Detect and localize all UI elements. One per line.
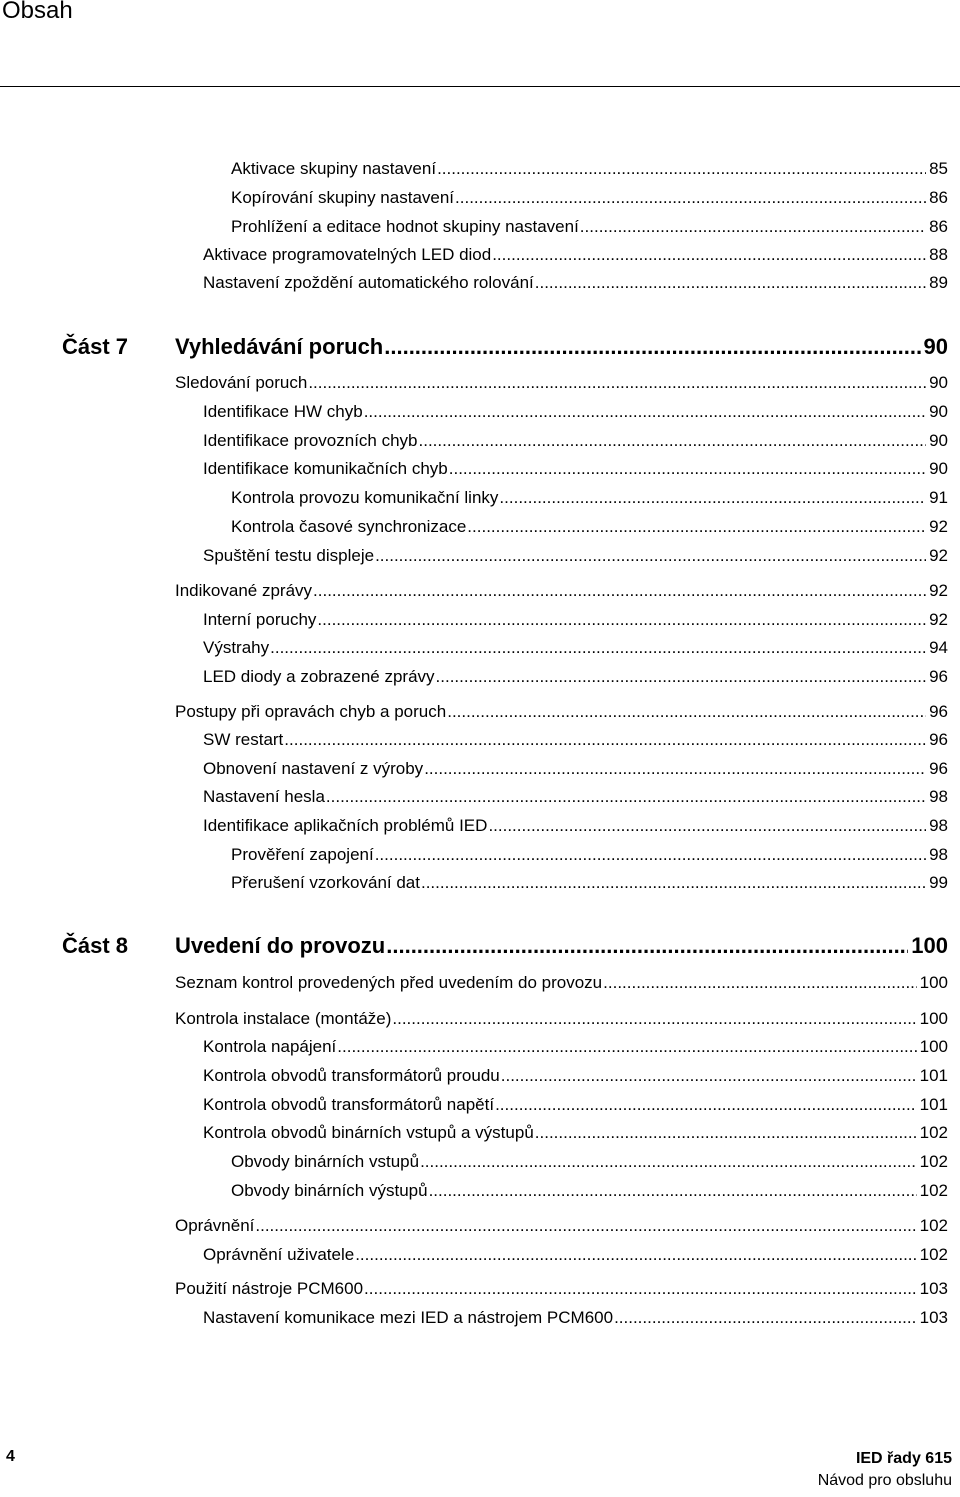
toc-entry-label: LED diody a zobrazené zprávy — [203, 667, 435, 686]
toc-leader-dots — [364, 401, 926, 423]
toc-entry-label: Použití nástroje PCM600 — [175, 1279, 364, 1298]
toc-leader-dots — [447, 701, 926, 723]
footer-page-number: 4 — [6, 1448, 15, 1465]
toc-entry-label: Oprávnění uživatele — [203, 1245, 355, 1264]
toc-leader-dots — [326, 786, 926, 808]
toc-entry-label: Přerušení vzorkování dat — [231, 873, 420, 892]
toc-leader-dots — [614, 1307, 917, 1329]
toc-entry-page: 96 — [929, 759, 948, 778]
toc-entry-page: 100 — [911, 933, 948, 958]
toc-entry-page: 90 — [929, 431, 948, 450]
toc-entry-label: SW restart — [203, 730, 284, 749]
toc-leader-dots — [355, 1244, 916, 1266]
toc-entry-label: Identifikace HW chyb — [203, 402, 363, 421]
toc-entry-page: 96 — [929, 667, 948, 686]
toc-entry-label: Nastavení zpoždění automatického rolování — [203, 273, 534, 292]
toc-leader-dots — [603, 972, 916, 994]
toc-entry-label: Obvody binárních vstupů — [231, 1152, 420, 1171]
toc-entry-label: Aktivace skupiny nastavení — [231, 159, 437, 178]
toc-entry-label: Prohlížení a editace hodnot skupiny nastavení — [231, 217, 579, 236]
page-title: Obsah — [2, 0, 73, 24]
toc-entry[interactable] — [203, 1094, 948, 1116]
toc-leader-dots — [535, 1122, 917, 1144]
toc-entry-label: Obnovení nastavení z výroby — [203, 759, 424, 778]
toc-entry[interactable] — [203, 1122, 948, 1144]
toc-entry-page: 102 — [919, 1216, 948, 1235]
toc-entry-page: 98 — [929, 787, 948, 806]
toc-leader-dots — [375, 545, 926, 567]
toc-entry-label: Aktivace programovatelných LED diod — [203, 245, 492, 264]
toc-leader-dots — [337, 1036, 916, 1058]
toc-entry-label: Nastavení komunikace mezi IED a nástrojem PCM600 — [203, 1308, 614, 1327]
toc-part-number: Část 8 — [62, 933, 129, 958]
toc-entry[interactable] — [203, 1036, 948, 1058]
footer-info — [818, 1448, 952, 1492]
toc-entry-label: Identifikace provozních chyb — [203, 431, 418, 450]
toc-entry-page: 90 — [923, 334, 948, 359]
footer-product: IED řady 615 — [855, 1450, 952, 1467]
toc-entry-page: 102 — [919, 1245, 948, 1264]
toc-entry-page: 88 — [929, 245, 948, 264]
toc-entry[interactable] — [203, 401, 948, 423]
toc-entry-label: Oprávnění — [175, 1216, 255, 1235]
toc-entry-label: Prověření zapojení — [231, 845, 374, 864]
footer-doc-type: Návod pro obsluhu — [817, 1472, 952, 1489]
toc-leader-dots — [255, 1215, 916, 1237]
toc-leader-dots — [364, 1278, 917, 1300]
toc-leader-dots — [436, 666, 927, 688]
toc-entry[interactable] — [175, 1278, 948, 1300]
toc-entry-label: Kontrola obvodů transformátorů proudu — [203, 1066, 500, 1085]
toc-entry[interactable] — [203, 1244, 948, 1266]
toc-entry-page: 98 — [929, 845, 948, 864]
toc-entry[interactable] — [231, 1180, 948, 1202]
toc-entry-page: 92 — [929, 517, 948, 536]
toc-entry-page: 89 — [929, 273, 948, 292]
toc-entry-page: 92 — [929, 610, 948, 629]
toc-entry-page: 90 — [929, 373, 948, 392]
toc-entry-page: 92 — [929, 581, 948, 600]
toc-entry-page: 100 — [919, 973, 948, 992]
toc-entry[interactable] — [203, 244, 948, 266]
toc-leader-dots — [313, 580, 926, 602]
toc-leader-dots — [429, 1180, 917, 1202]
toc-entry[interactable] — [203, 1307, 948, 1329]
toc-entry[interactable] — [231, 872, 948, 894]
toc-leader-dots — [284, 729, 926, 751]
toc-entry[interactable] — [231, 158, 948, 180]
toc-entry-page: 91 — [929, 488, 948, 507]
toc-leader-dots — [437, 158, 926, 180]
toc-leader-dots — [270, 637, 926, 659]
toc-entry-label: Interní poruchy — [203, 610, 317, 629]
toc-entry-label: Kontrola časové synchronizace — [231, 517, 467, 536]
toc-entry[interactable] — [175, 701, 948, 723]
toc-entry-page: 90 — [929, 402, 948, 421]
toc-entry[interactable] — [203, 666, 948, 688]
toc-entry-label: Kontrola napájení — [203, 1037, 337, 1056]
toc-entry[interactable] — [175, 372, 948, 394]
toc-entry-label: Sledování poruch — [175, 373, 308, 392]
toc-entry-label: Výstrahy — [203, 638, 270, 657]
toc-leader-dots — [317, 609, 926, 631]
toc-entry[interactable] — [175, 972, 948, 994]
toc-leader-dots — [492, 244, 926, 266]
toc-entry-page: 100 — [919, 1037, 948, 1056]
toc-leader-dots — [386, 932, 908, 960]
toc-leader-dots — [424, 758, 926, 780]
toc-entry[interactable] — [231, 487, 948, 509]
toc-entry-page: 102 — [919, 1123, 948, 1142]
toc-entry-page: 102 — [919, 1181, 948, 1200]
toc-entry[interactable] — [203, 815, 948, 837]
toc-entry[interactable] — [231, 1151, 948, 1173]
toc-entry[interactable] — [175, 580, 948, 602]
toc-entry-page: 103 — [919, 1308, 948, 1327]
toc-entry-page: 99 — [929, 873, 948, 892]
toc-leader-dots — [501, 1065, 917, 1087]
toc-entry-label: Kontrola provozu komunikační linky — [231, 488, 499, 507]
toc-entry-label: Vyhledávání poruch — [175, 334, 384, 359]
toc-leader-dots — [375, 844, 926, 866]
toc-entry[interactable] — [231, 516, 948, 538]
toc-entry-label: Identifikace aplikačních problémů IED — [203, 816, 488, 835]
toc-entry[interactable] — [175, 1215, 948, 1237]
toc-entry-page: 85 — [929, 159, 948, 178]
toc-entry[interactable] — [231, 187, 948, 209]
toc-entry-label: Spuštění testu displeje — [203, 546, 375, 565]
toc-entry-label: Indikované zprávy — [175, 581, 313, 600]
toc-entry-label: Postupy při opravách chyb a poruch — [175, 702, 447, 721]
toc-entry-page: 90 — [929, 459, 948, 478]
toc-part-title[interactable] — [175, 333, 948, 361]
toc-entry-page: 100 — [919, 1009, 948, 1028]
toc-entry-label: Uvedení do provozu — [175, 933, 386, 958]
toc-entry-page: 86 — [929, 188, 948, 207]
toc-part-title[interactable] — [175, 932, 948, 960]
toc-entry-label: Kontrola obvodů binárních vstupů a výstupů — [203, 1123, 534, 1142]
toc-entry[interactable] — [231, 844, 948, 866]
toc-entry-label: Obvody binárních výstupů — [231, 1181, 428, 1200]
toc-entry[interactable] — [203, 430, 948, 452]
toc-entry-label: Kontrola obvodů transformátorů napětí — [203, 1095, 495, 1114]
toc-entry-page: 96 — [929, 702, 948, 721]
toc-leader-dots — [392, 1008, 916, 1030]
toc-entry-label: Seznam kontrol provedených před uvedením do provozu — [175, 973, 603, 992]
toc-entry[interactable] — [203, 637, 948, 659]
toc-entry-page: 102 — [919, 1152, 948, 1171]
toc-entry[interactable] — [203, 1065, 948, 1087]
toc-entry[interactable] — [203, 545, 948, 567]
toc-entry-page: 101 — [919, 1095, 948, 1114]
toc-entry[interactable] — [203, 758, 948, 780]
toc-leader-dots — [384, 333, 920, 361]
toc-entry-label: Kopírování skupiny nastavení — [231, 188, 455, 207]
toc-entry[interactable] — [203, 609, 948, 631]
toc-leader-dots — [449, 458, 926, 480]
toc-entry[interactable] — [175, 1008, 948, 1030]
toc-entry-label: Kontrola instalace (montáže) — [175, 1009, 392, 1028]
toc-entry-page: 96 — [929, 730, 948, 749]
toc-entry[interactable] — [203, 272, 948, 294]
toc-leader-dots — [455, 187, 926, 209]
toc-entry-page: 86 — [929, 217, 948, 236]
toc-leader-dots — [535, 272, 926, 294]
toc-leader-dots — [488, 815, 926, 837]
toc-part-number: Část 7 — [62, 334, 129, 359]
toc-entry[interactable] — [203, 458, 948, 480]
toc-entry[interactable] — [203, 729, 948, 751]
toc-entry-page: 101 — [919, 1066, 948, 1085]
toc-leader-dots — [420, 1151, 917, 1173]
toc-leader-dots — [580, 216, 926, 238]
toc-entry-label: Identifikace komunikačních chyb — [203, 459, 448, 478]
toc-entry[interactable] — [231, 216, 948, 238]
toc-leader-dots — [308, 372, 926, 394]
toc-leader-dots — [499, 487, 926, 509]
toc-entry-page: 94 — [929, 638, 948, 657]
toc-leader-dots — [419, 430, 927, 452]
toc-leader-dots — [467, 516, 926, 538]
toc-entry-page: 92 — [929, 546, 948, 565]
toc-entry-page: 103 — [919, 1279, 948, 1298]
toc-entry[interactable] — [203, 786, 948, 808]
toc-leader-dots — [421, 872, 926, 894]
toc-entry-page: 98 — [929, 816, 948, 835]
toc-leader-dots — [495, 1094, 917, 1116]
toc-entry-label: Nastavení hesla — [203, 787, 325, 806]
